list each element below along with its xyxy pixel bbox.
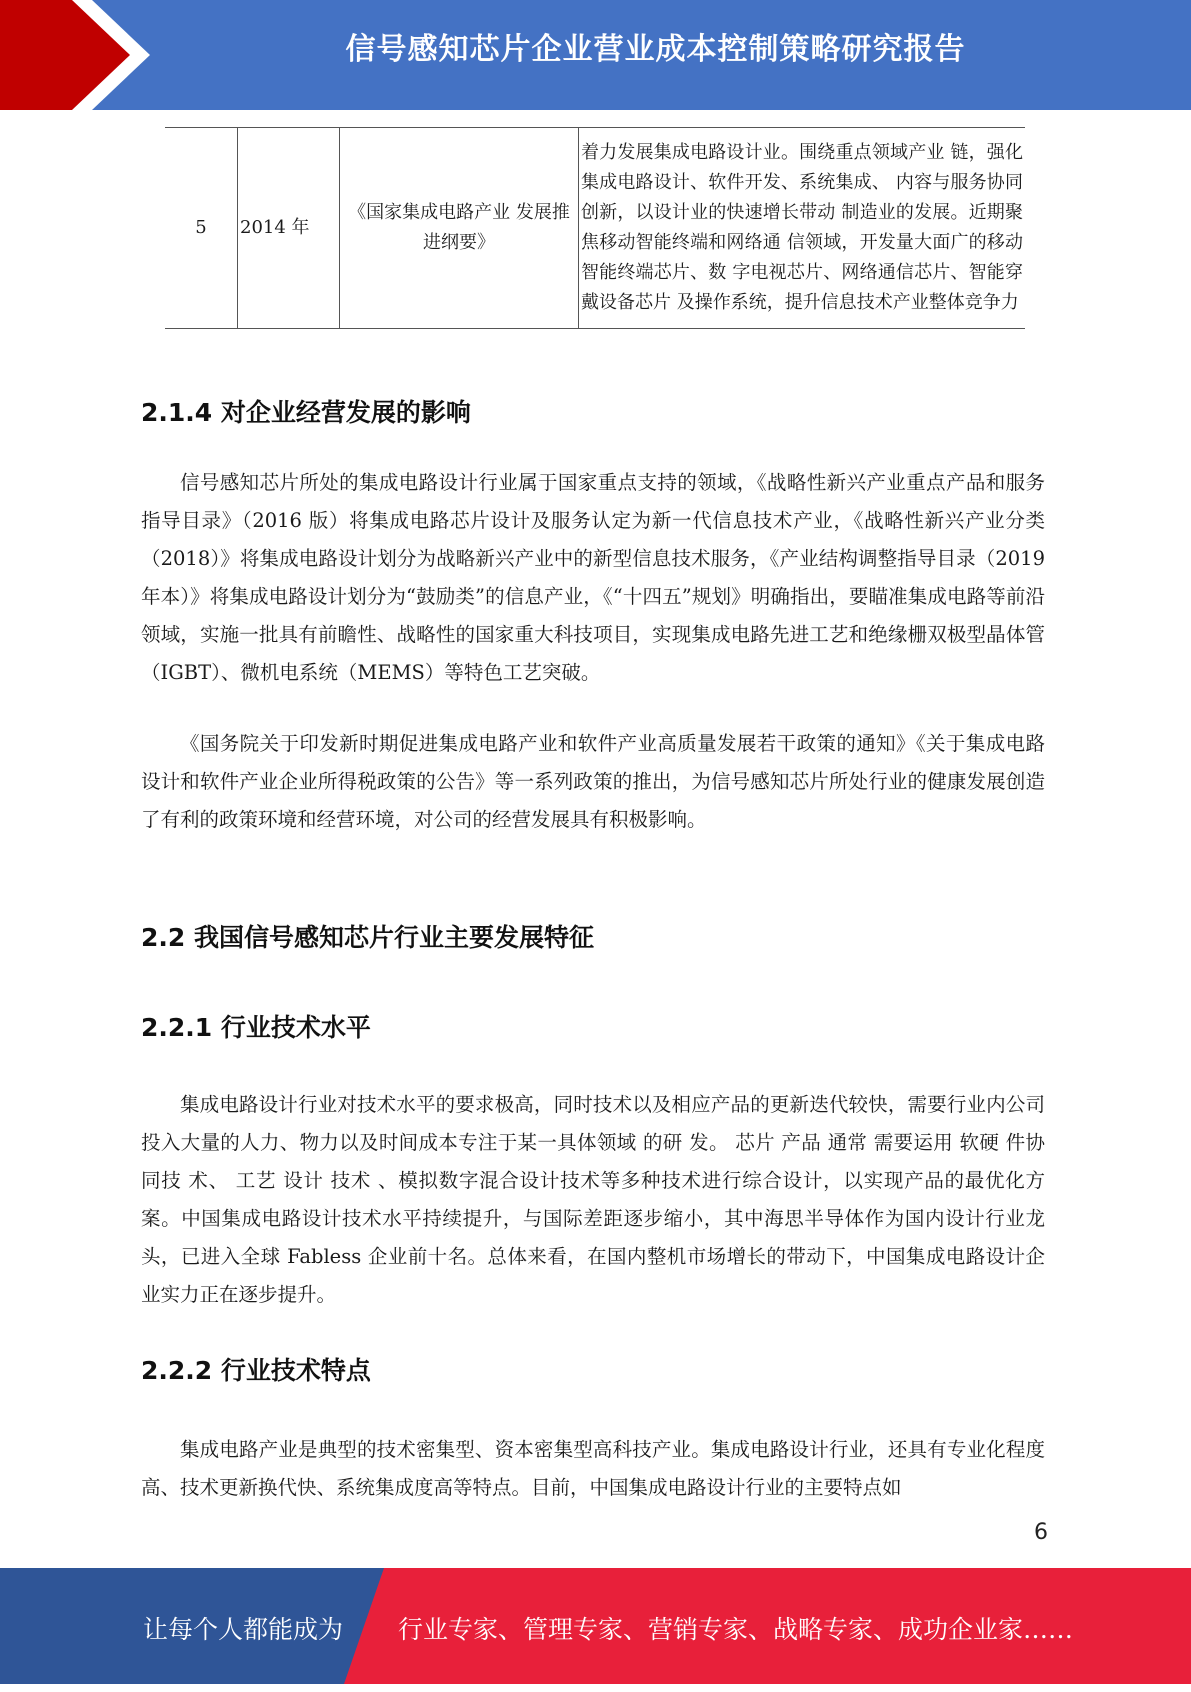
section-heading-2-2-2: 2.2.2 行业技术特点	[141, 1356, 371, 1385]
section-heading-2-2: 2.2 我国信号感知芯片行业主要发展特征	[141, 923, 594, 952]
report-title: 信号感知芯片企业营业成本控制策略研究报告	[345, 32, 966, 67]
row-number: 5	[165, 128, 238, 329]
section-2-1-4-paragraph-2: 《国务院关于印发新时期促进集成电路产业和软件产业高质量发展若干政策的通知》《关于集成电路设计和软件产业企业所得税政策的公告》等一系列政策的推出，为信号感知芯片所处行业的健康发展创造了有利的政策环境和经营环境，对公司的经营发展具有积极影响。	[141, 732, 1045, 831]
section-2-2-1-paragraph-1: 集成电路设计行业对技术水平的要求极高，同时技术以及相应产品的更新迭代较快，需要行业内公司投入大量的人力、物力以及时间成本专注于某一具体领域 的研 发。 芯片 产品 通常 需要运用 软硬 件协 同技 术、 工艺 设计 技术 、模拟数字混合设计技术等多种技术进行综合设计，以实现产品的最优化方案。中国集成电路设计技术水平持续提升，与国际差距逐步缩小，其中海思半导体作为国内设计行业龙头，已进入全球 Fabless 企业前十名。总体来看，在国内整机市场增长的带动下，中国集成电路设计企业实力正在逐步提升。	[141, 1093, 1045, 1306]
page-footer	[0, 1568, 1191, 1684]
section-2-2-2-paragraph-1: 集成电路产业是典型的技术密集型、资本密集型高科技产业。集成电路设计行业，还具有专业化程度高、技术更新换代快、系统集成度高等特点。目前，中国集成电路设计行业的主要特点如	[141, 1438, 1045, 1499]
section-heading-2-2-1: 2.2.1 行业技术水平	[141, 1013, 371, 1042]
row-document: 《国家集成电路产业 发展推进纲要》	[340, 128, 579, 329]
section-2-1-4-paragraph-1: 信号感知芯片所处的集成电路设计行业属于国家重点支持的领域，《战略性新兴产业重点产品和服务指导目录》（2016 版）将集成电路芯片设计及服务认定为新一代信息技术产业，《战略性新兴产业分类（2018）》将集成电路设计划分为战略新兴产业中的新型信息技术服务，《产业结构调整指导目录（2019 年本）》将集成电路设计划分为“鼓励类”的信息产业，《“十四五”规划》明确指出，要瞄准集成电路等前沿领域，实施一批具有前瞻性、战略性的国家重大科技项目，实现集成电路先进工艺和绝缘栅双极型晶体管（IGBT）、微机电系统（MEMS）等特色工艺突破。	[141, 471, 1045, 684]
page-header	[0, 0, 1191, 110]
policy-table	[165, 127, 1025, 329]
row-year: 2014 年	[238, 128, 340, 329]
table-row	[165, 128, 1025, 329]
section-heading-2-1-4: 2.1.4 对企业经营发展的影响	[141, 398, 471, 427]
footer-slogan-right: 行业专家、管理专家、营销专家、战略专家、成功企业家……	[398, 1615, 1074, 1644]
row-content: 着力发展集成电路设计业。围绕重点领域产业 链，强化集成电路设计、软件开发、系统集成、 内容与服务协同创新，以设计业的快速增长带动 制造业的发展。近期聚焦移动智能终端和网络通 信领域，开发量大面广的移动智能终端芯片、数 字电视芯片、网络通信芯片、智能穿戴设备芯片 及操作系统，提升信息技术产业整体竞争力	[579, 128, 1026, 329]
footer-slogan-left: 让每个人都能成为	[143, 1615, 344, 1644]
page-number: 6	[1034, 1520, 1048, 1545]
